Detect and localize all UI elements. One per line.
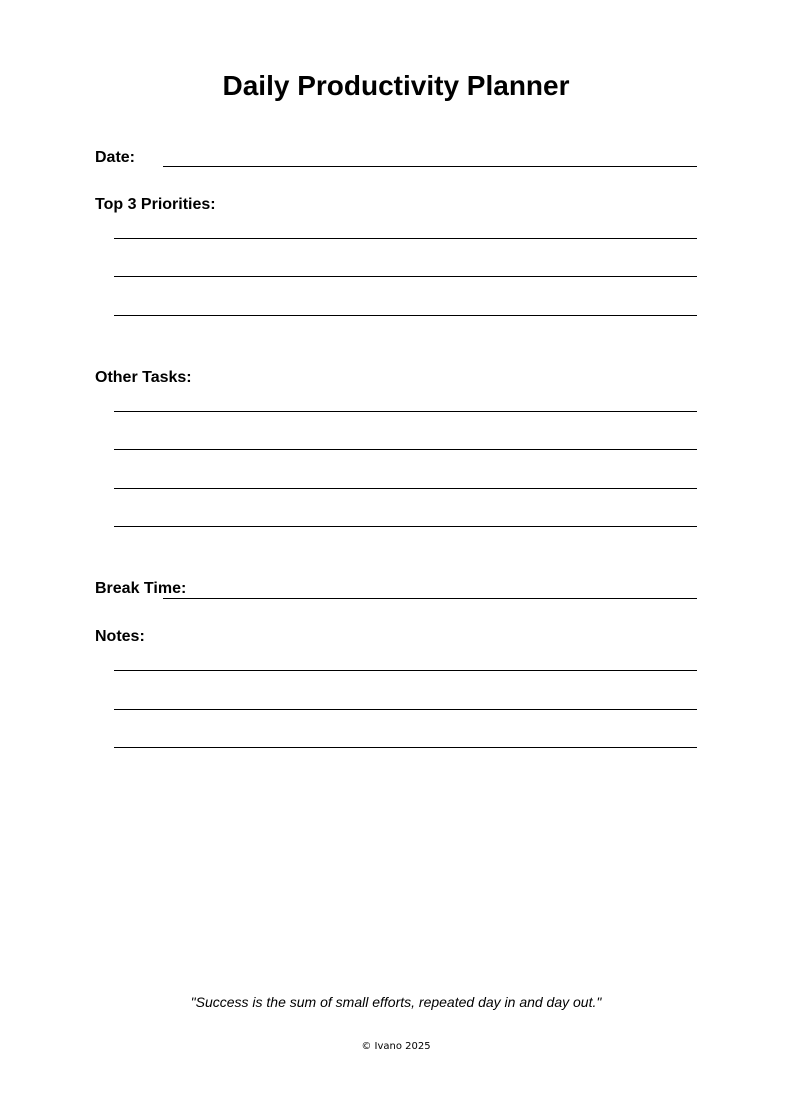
task-write-line[interactable] — [114, 449, 697, 450]
priority-write-line[interactable] — [114, 276, 697, 277]
priority-write-line[interactable] — [114, 315, 697, 316]
task-write-line[interactable] — [114, 488, 697, 489]
copyright-notice: © Ivano 2025 — [361, 1041, 431, 1052]
notes-write-line[interactable] — [114, 670, 697, 671]
break-time-label: Break Time: — [95, 580, 187, 597]
notes-label: Notes: — [95, 628, 145, 645]
task-write-line[interactable] — [114, 526, 697, 527]
break-time-write-line[interactable] — [163, 598, 697, 599]
other-tasks-label: Other Tasks: — [95, 369, 192, 386]
priorities-label: Top 3 Priorities: — [95, 196, 216, 213]
date-label: Date: — [95, 149, 136, 166]
notes-write-line[interactable] — [114, 709, 697, 710]
footer-quote: "Success is the sum of small efforts, repeated day in and day out." — [190, 994, 602, 1010]
notes-write-line[interactable] — [114, 747, 697, 748]
date-write-line[interactable] — [163, 166, 697, 167]
task-write-line[interactable] — [114, 411, 697, 412]
priority-write-line[interactable] — [114, 238, 697, 239]
page-title: Daily Productivity Planner — [222, 70, 570, 101]
